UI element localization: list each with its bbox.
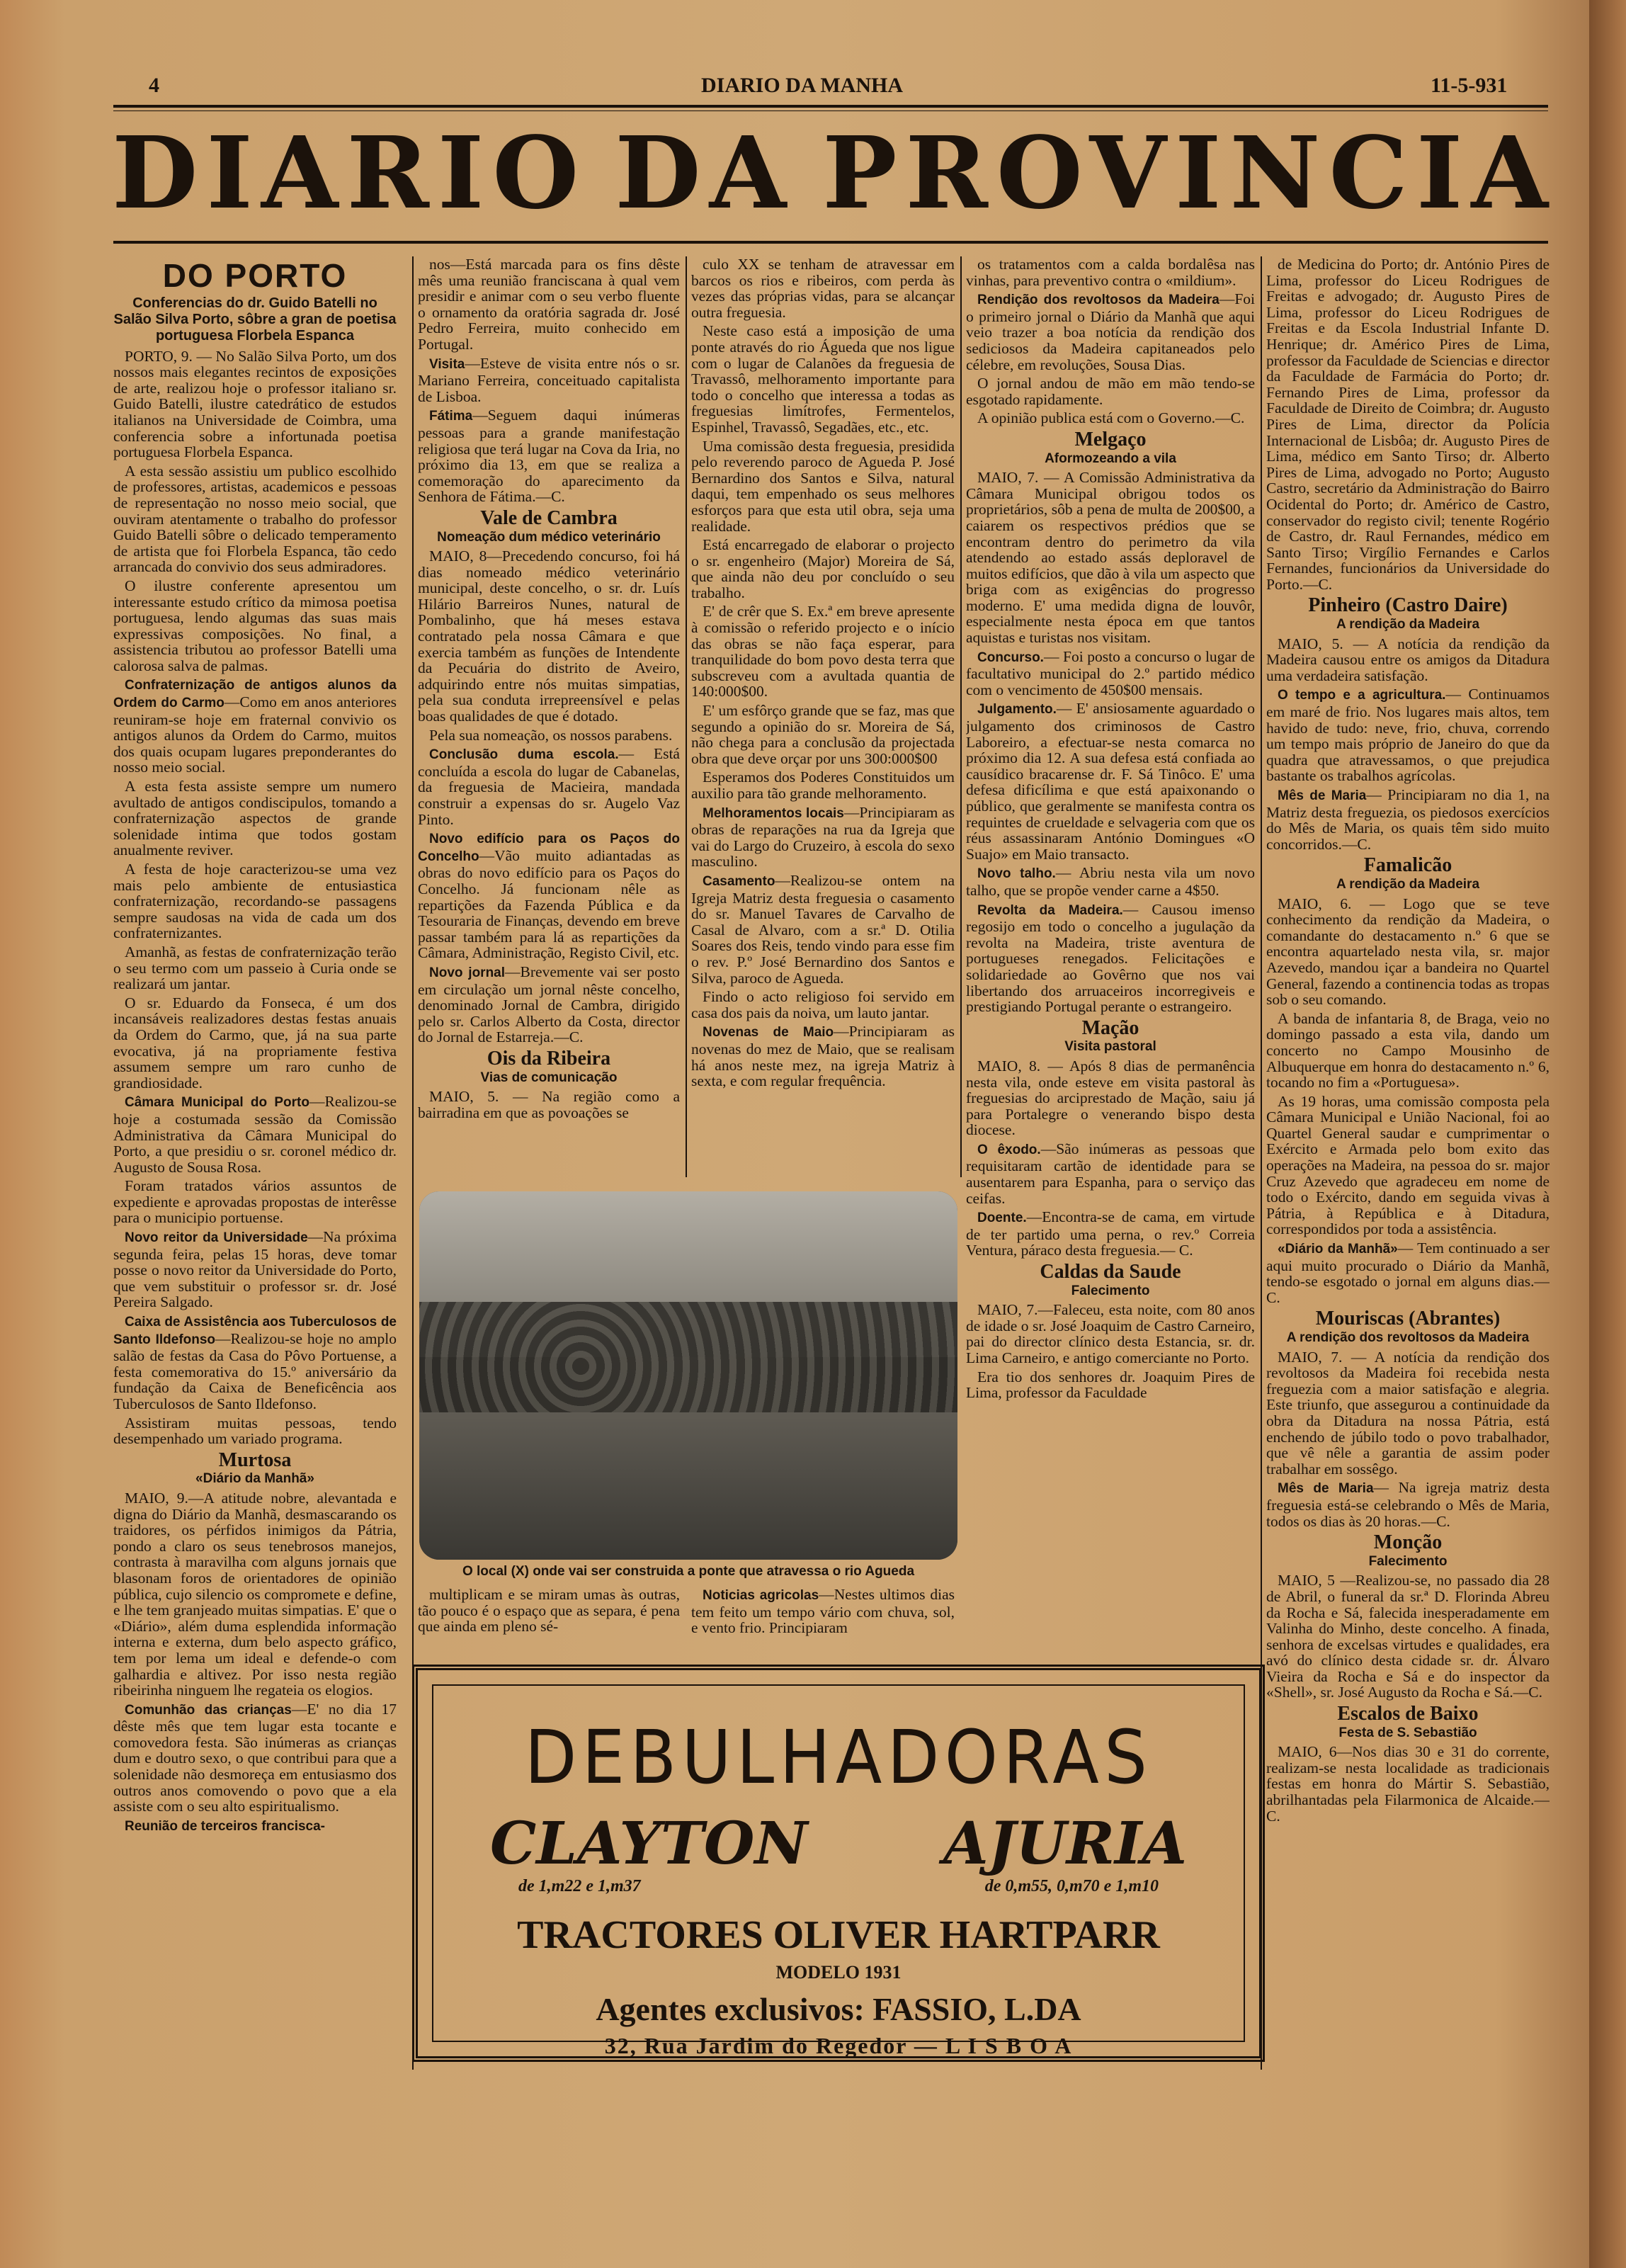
masthead-word-3: PROVINCIA <box>822 115 1557 232</box>
run-in-head: O êxodo. <box>977 1142 1041 1157</box>
masthead <box>112 115 1557 232</box>
section-subtitle: «Diário da Manhã» <box>195 1471 314 1487</box>
paragraph-text: —Na próxima segunda feira, pelas 15 horas, deve tomar posse o novo reitor da Universidade do Porto, que vem substituir o professor sr. dr. José Pereira Salgado. <box>113 1228 397 1311</box>
run-in-head: Novo jornal <box>429 965 506 980</box>
section-title: Monção <box>1373 1531 1443 1554</box>
ad-headline: DEBULHADORAS <box>524 1714 1153 1801</box>
paragraph: MAIO, 5. — Na região como a bairradina em que as povoações se <box>418 1088 680 1121</box>
masthead-word-1: DIARIO <box>112 115 588 232</box>
column-3 <box>691 256 955 1177</box>
paragraph: Neste caso está a imposição de uma ponte através do rio Águeda que nos ligue com o lugar de Calanões da freguesia de Travassô, melhoramento importante para todo o concelho que interessa a todas as freguesias limítrofes, Fermentelos, Espinhel, Travassô, Segadães, etc., etc. <box>691 322 955 436</box>
paragraph: A opinião publica está com o Governo.—C. <box>977 409 1245 427</box>
paragraph-text: — Principiaram no dia 1, na Matriz desta freguezia, os piedosos exercícios do Mês de Maria, os quais têm sido muito concorridos.—C. <box>1266 786 1550 853</box>
paragraph-text: —E' no dia 17 dêste mês que tem lugar esta tocante e comovedora festa. São inúmeras as crianças dum e doutro sexo, o que contribui para que a solenidade não desmoreça em entusiasmo dos outros anos comovendo o povo que a ela assiste com o seu alto espiritualismo. <box>113 1700 397 1815</box>
paragraph: MAIO, 7. — A notícia da rendição dos revoltosos da Madeira foi recebida nesta freguezia com a maior satisfação e alegria. Este triunfo, que assegurou a continuidade da obra da Ditadura na nossa Pátria, está enchendo de júbilo todo o povo trabalhador, que vê nêle a garantia de assim poder trabalhar em sossêgo. <box>1266 1348 1550 1478</box>
run-in-head: «Diário da Manhã» <box>1278 1242 1398 1257</box>
paragraph-text: —Principiaram as novenas do mez de Maio, que se realisam há anos neste mez, na igreja Matriz à sexta, e com regular frequência. <box>691 1023 955 1090</box>
paragraph <box>1266 1480 1550 1529</box>
run-in-head: Casamento <box>703 873 775 889</box>
ad-model: MODELO 1931 <box>775 1962 902 1983</box>
run-in-head: Novo edifício para os Paços do Concelho <box>418 832 680 864</box>
section-subtitle: Vias de comunicação <box>480 1070 618 1085</box>
paragraph <box>691 1024 955 1089</box>
article-headline: Conferencias do dr. Guido Batelli no Salão Silva Porto, sôbre a gran de poetisa portuguesa Florbela Espanca <box>113 295 397 344</box>
paragraph <box>418 407 680 505</box>
paragraph <box>113 1313 397 1412</box>
paragraph-text: —Encontra-se de cama, em virtude de ter partido uma perna, o rev.º Correia Ventura, páraco desta freguesia.— C. <box>966 1208 1255 1259</box>
run-in-head: Noticias agricolas <box>703 1588 819 1603</box>
ad-inner-frame <box>432 1684 1245 2058</box>
photo-ground <box>419 1412 957 1560</box>
paragraph: As 19 horas, uma comissão composta pela Câmara Municipal e União Nacional, foi ao Quartel General saudar e cumprimentar o Exército e Armada pelo bom exito das operações na Madeira, na pessoa do sr. major Cruz Azevedo que agradeceu em nome de todo o Exército, dando em seguida vivas à Pátria, à República e à Ditadura, correspondidos por toda a assistência. <box>1266 1092 1550 1238</box>
page-edge <box>1589 0 1626 2268</box>
paragraph: MAIO, 7. — A Comissão Administrativa da Câmara Municipal obrigou todos os proprietários, sôb a pena de multa de 200$00, a caiarem os respectivos prédios que se encontram dentro do perimetro da vila atendendo ao estado assás deploravel de muitos edifícios, que dão à vila um aspecto que briga com as exigências do progresso moderno. E' uma medida digna de louvôr, especialmente nesta época em que tantos aquistas e turistas nos visitam. <box>966 469 1255 647</box>
paragraph: Está encarregado de elaborar o projecto o sr. engenheiro (Major) Moreira de Sá, que ainda não deu por concluído o seu trabalho. <box>691 536 955 601</box>
paragraph-text: — Tem continuado a ser aqui muito procurado o Diário da Manhã, tendo-se esgotado o jornal em alguns dias.—C. <box>1266 1240 1550 1306</box>
paragraph <box>418 830 680 961</box>
run-in-head: Confraternização de antigos alunos da Ordem do Carmo <box>113 678 397 711</box>
section-title: Vale de Cambra <box>480 506 618 529</box>
paragraph <box>691 1587 955 1636</box>
run-in-head: Reunião de terceiros francisca- <box>125 1818 325 1834</box>
ad-address: 32, Rua Jardim do Regedor — L I S B O A <box>604 2033 1073 2058</box>
section-subtitle: Falecimento <box>1071 1283 1150 1298</box>
ad-sizes-right: de 0,m55, 0,m70 e 1,m10 <box>984 1877 1159 1895</box>
paragraph-text: —Vão muito adiantadas as obras do novo edifício para os Paços do Concelho. Já funcionam nêle as repartições da Fazenda Pública e da Tesouraria de Finanças, devendo em breve passar também para lá as repartições da Câmara, Administração, Registo Civil, etc. <box>418 846 680 962</box>
section-title: Caldas da Saude <box>1040 1261 1181 1283</box>
column-rule <box>960 256 962 1177</box>
paragraph: A esta sessão assistiu um publico escolhido de professores, artistas, academicos e pessoas de representação no nosso meio social, que ouviram atentamente o trabalho do professor Guido Batelli sôbre o delicado temperamento de artista que foi Florbela Espanca, tão cedo arrancada do convivio dos seus admiradores. <box>113 462 397 576</box>
river-photo <box>419 1191 957 1560</box>
section-subtitle: Falecimento <box>1368 1553 1448 1569</box>
paragraph-text: —Realizou-se ontem na Igreja Matriz desta freguesia o casamento do sr. Manuel Tavares de Carvalho de Casal de Alvaro, com a sr.ª D. Otilia Soares dos Reis, tendo vindo para esse fim o rev. P.º José Bernardino dos Santos e Silva, paroco de Agueda. <box>691 871 955 987</box>
section-subtitle: Visita pastoral <box>1064 1039 1156 1055</box>
paragraph: MAIO, 6—Nos dias 30 e 31 do corrente, realizam-se nesta localidade as tradicionais festas em honra do Mártir S. Sebastião, abrilhantadas pela Filarmonica de Alcaide.—C. <box>1266 1743 1550 1825</box>
paragraph-text: — Causou imenso regosijo em todo o concelho a jugulação da revolta na Madeira, triste aventura de portugueses renegados. Felicitações e solidariedade ao Govêrno que nos vai libertando dos arruaceiros incorregiveis e prestigiando Portugal perante o estrangeiro. <box>966 900 1255 1016</box>
page-number: 4 <box>149 74 159 97</box>
section-subtitle: A rendição da Madeira <box>1336 876 1480 892</box>
paragraph: A esta festa assiste sempre um numero avultado de antigos condiscipulos, tomando a confraternização aspectos de grande solenidade intima que todos gostam anualmente reviver. <box>113 778 397 859</box>
issue-date: 11-5-931 <box>1431 74 1508 97</box>
column-3-continuation <box>691 1587 955 1652</box>
paragraph: PORTO, 9. — No Salão Silva Porto, um dos nossos mais elegantes recintos de exposições de arte, realizou hoje o professor italiano sr. Guido Batelli, ilustre catedrático de estudos italianos na Universidade de Coimbra, uma conferencia sobre a infortunada poetisa portuguesa Florbela Espanca. <box>113 347 397 461</box>
paragraph <box>113 1701 397 1815</box>
paragraph: multiplicam e se miram umas às outras, tão pouco é o espaço que as separa, é pena que ainda em pleno sé- <box>418 1587 680 1635</box>
paragraph-text: —Realizou-se hoje a costumada sessão da Comissão Administrativa da Câmara Municipal do Porto, a que presidiu o sr. coronel médico dr. Augusto de Sousa Rosa. <box>113 1093 397 1176</box>
paragraph <box>418 964 680 1045</box>
paragraph-text: — Está concluída a escola do lugar de Cabanelas, da freguesia de Macieira, mandada construir a expensas do sr. Augelo Vaz Pinto. <box>418 745 680 828</box>
paragraph: E' de crêr que S. Ex.ª em breve apresente à comissão o referido projecto e o início das obras se não faça esperar, para tranquilidade do bom povo desta terra que subscreveu com a avultada quantia de 140:000$00. <box>691 603 955 701</box>
run-in-head: Mês de Maria <box>1278 1481 1374 1497</box>
advertisement-box <box>412 1665 1265 2062</box>
section-title: Melgaço <box>1074 428 1147 450</box>
paragraph <box>113 1094 397 1175</box>
paragraph: de Medicina do Porto; dr. António Pires de Lima, professor do Liceu Rodrigues de Freitas e advogado; dr. Augusto Pires de Lima, professor do Liceu Rodrigues de Freitas e da Escola Industrial Infante D. Henrique; dr. Américo Pires de Lima, professor da Faculdade de Sciencias e director da Faculdade de Farmácia do Porto; dr. Fernando Pires de Lima, professor da Faculdade de Direito de Coimbra; dr. Augusto Pires de Lima, director da Polícia Internacional de Lisbôa; dr. Augusto Pires de Lima, médico em Santo Tirso; dr. Alberto Pires de Lima, advogado no Porto; Augusto Castro, secretário da Administração do Bairro Ocidental do Porto; dr. Américo de Castro, conservador do registo civil; tenente Rogério de Castro, dr. Raul Fernandes, médico em Santo Tirso; Virgílio Fernandes e Carlos Fernandes, funcionários da Universidade do Porto.—C. <box>1266 256 1550 593</box>
paragraph-text: — Na igreja matriz desta freguesia está-se celebrando o Mês de Maria, todos os dias às 20 horas.—C. <box>1266 1479 1550 1530</box>
header-rule-thin <box>113 110 1548 111</box>
paragraph <box>113 676 397 776</box>
section-subtitle: Nomeação dum médico veterinário <box>437 529 661 545</box>
section-subtitle: Festa de S. Sebastião <box>1338 1725 1477 1740</box>
run-in-head: Doente. <box>977 1210 1027 1226</box>
section-subtitle: A rendição da Madeira <box>1336 617 1480 633</box>
paragraph <box>418 746 680 827</box>
run-in-head: Julgamento. <box>977 702 1057 718</box>
section-title: DO PORTO <box>162 257 348 294</box>
paragraph: O sr. Eduardo da Fonseca, é um dos incansáveis realizadores destas festas anuais da Ordem do Carmo, que, já na sua parte evocativa, já na propriamente festiva assumem sempre um raro cunho de grandiosidade. <box>113 994 397 1092</box>
paragraph-text: — Foi posto a concurso o lugar de facultativo municipal do 2.º partido médico com o vencimento de 450$00 mensais. <box>966 647 1255 698</box>
ad-agents: Agentes exclusivos: FASSIO, L.DA <box>596 1991 1081 2027</box>
paragraph-text: —Principiaram as obras de reparações na rua da Igreja que vai do Largo do Cruzeiro, à escola do sexo masculino. <box>691 803 955 871</box>
paper-name: DIARIO DA MANHA <box>701 74 903 97</box>
paragraph-text: —Foi o primeiro jornal o Diário da Manhã que aqui veio trazer a boa notícia da rendição dos sediciosos da Madeira capitaneados pelo célebre, em revoluções, Sousa Dias. <box>966 290 1255 373</box>
section-title: Murtosa <box>218 1448 292 1471</box>
paragraph <box>966 1141 1255 1206</box>
paragraph: nos—Está marcada para os fins dêste mês uma reunião franciscana à qual vem presidir e animar com o seu verbo fluente o ornamento da oratória sagrada dr. José Pedro Ferreira, muito conhecido em Portugal. <box>418 256 680 353</box>
run-in-head: Caixa de Assistência aos Tuberculosos de Santo Ildefonso <box>113 1315 397 1347</box>
run-in-head: Melhoramentos locais <box>703 805 844 821</box>
paragraph: Era tio dos senhores dr. Joaquim Pires de Lima, professor da Faculdade <box>966 1368 1255 1402</box>
paragraph: O jornal andou de mão em mão tendo-se esgotado rapidamente. <box>966 375 1255 408</box>
section-title: Mouriscas (Abrantes) <box>1315 1308 1501 1330</box>
run-in-head: Fátima <box>429 409 473 424</box>
run-in-head: Concurso. <box>977 650 1044 665</box>
run-in-head: Novo talho. <box>977 866 1056 882</box>
section-title: Escalos de Baixo <box>1337 1703 1479 1725</box>
paragraph <box>691 873 955 986</box>
paragraph: os tratamentos com a calda bordalêsa nas vinhas, para preventivo contra o «mildium». <box>966 256 1255 289</box>
paragraph: A festa de hoje caracterizou-se uma vez mais pelo ambiente de entusiastica confraternização, recordando-se passagens sempre saudosas na vida de cada um dos confraternizantes. <box>113 861 397 942</box>
photo-trees <box>419 1302 957 1431</box>
masthead-word-2: DA <box>615 115 795 232</box>
run-in-head: Câmara Municipal do Porto <box>125 1095 309 1111</box>
column-4 <box>966 256 1255 1645</box>
column-rule <box>686 256 687 1177</box>
paragraph: MAIO, 9.—A atitude nobre, alevantada e digna do Diário da Manhã, desmascarando os traidores, os pérfidos inimigos da Pátria, pondo a claro os seus tenebrosos manejos, contrasta à maravilha com alguns jornais que blasonam foros de orientadores de opinião pública, cujo silencio os compromete e define, e lhe tem granjeado muitas simpatias. E' que o «Diário», além duma esplendida informação interna e externa, dum belo aspecto gráfico, tem por lema um ideal e defende-o com galhardia e altivez. Por isso nesta região ribeirinha ninguem lhe regateia os elogios. <box>113 1489 397 1699</box>
column-2 <box>418 256 680 1177</box>
photo-caption: O local (X) onde vai ser construida a ponte que atravessa o rio Agueda <box>462 1564 915 1579</box>
paragraph <box>966 649 1255 698</box>
paragraph <box>418 356 680 405</box>
column-2-continuation <box>418 1587 680 1652</box>
header-rule <box>113 105 1548 108</box>
paragraph-text: —Realizou-se hoje no amplo salão de festas da Casa do Pôvo Portuense, a festa comemorativa do 15.º aniversário da fundação da Caixa de Beneficência aos Tuberculosos de Santo Ildefonso. <box>113 1329 397 1412</box>
section-title: Mação <box>1081 1016 1139 1039</box>
paragraph: Pela sua nomeação, os nossos parabens. <box>429 726 673 744</box>
paragraph <box>966 291 1255 373</box>
paragraph-text: —São inúmeras as pessoas que requisitaram cartão de identidade para se ausentarem para Espanha, para o serviço das ceifas. <box>966 1140 1255 1207</box>
paragraph-text: —Brevemente vai ser posto em circulação um jornal nêste concelho, denominado Jornal de Cambra, dirigido pelo sr. Carlos Alberto da Costa, director do Jornal de Estarreja.—C. <box>418 963 680 1046</box>
paragraph: MAIO, 6. — Logo que se teve conhecimento da rendição da Madeira, o comandante do destacamento n.º 6 que se encontra aquartelado nesta vila, sr. major Azevedo, mandou içar a bandeira no Quartel General, fazendo a continencia todas as tropas sob o seu comando. <box>1266 895 1550 1009</box>
column-1 <box>113 256 397 2070</box>
masthead-rule <box>113 241 1548 244</box>
paragraph-text: — Abriu nesta vila um novo talho, que se propõe vender carne a 4$50. <box>966 864 1255 899</box>
run-in-head: Comunhão das crianças <box>125 1702 292 1718</box>
paragraph <box>966 1209 1255 1259</box>
ad-sizes-left: de 1,m22 e 1,m37 <box>518 1877 641 1895</box>
paragraph <box>966 865 1255 898</box>
paragraph: MAIO, 5 —Realizou-se, no passado dia 28 de Abril, o funeral da sr.ª D. Florinda Abreu da Rocha e Sá, falecida inesperadamente em Valinha do Minho, deste concelho. A finada, senhora de excelsas virtudes e qualidades, era avó do clínico desta cidade sr. dr. Álvaro Vieira da Rocha e Sá e do inspector da «Shell», sr. José Augusto da Rocha e Sá.—C. <box>1266 1572 1550 1701</box>
paragraph <box>1266 787 1550 852</box>
ad-tractors: TRACTORES OLIVER HARTPARR <box>517 1913 1160 1957</box>
section-title: Pinheiro (Castro Daire) <box>1308 594 1508 617</box>
run-in-head: Conclusão duma escola. <box>429 747 619 763</box>
column-5 <box>1266 256 1550 2070</box>
paragraph: Amanhã, as festas de confraternização terão o seu termo com um passeio à Curia onde se realizará um jantar. <box>113 943 397 993</box>
paragraph-text: —Nestes ultimos dias tem feito um tempo vário com chuva, sol, e vento frio. Principiaram <box>691 1587 955 1637</box>
paragraph <box>966 701 1255 862</box>
run-in-head: Visita <box>429 356 465 372</box>
ad-brand-right: AJURIA <box>943 1810 1187 1878</box>
run-in-head: O tempo e a agricultura. <box>1278 688 1446 703</box>
paragraph: A banda de infantaria 8, de Braga, veio no domingo passado a esta vila, dando um concerto no Campo Mousinho de Albuquerque em honra do destacamento n.º 6, tocando no fim a «Portuguesa». <box>1266 1009 1550 1092</box>
paragraph: culo XX se tenham de atravessar em barcos os rios e ribeiros, com perda às vezes das próprias vidas, para se alcançar outra freguesia. <box>691 256 955 321</box>
paragraph-text: —Seguem daqui inúmeras pessoas para a grande manifestação religiosa que terá lugar na Cova da Iria, no próximo dia 13, em que se realiza a comemoração do aparecimento da Senhora de Fátima.—C. <box>418 407 680 506</box>
section-title: Famalicão <box>1363 854 1452 877</box>
paragraph: Foram tratados vários assuntos de expediente e aprovadas propostas de interêsse para o municipio portuense. <box>113 1177 397 1227</box>
run-in-head: Rendição dos revoltosos da Madeira <box>977 293 1220 308</box>
section-subtitle: Aformozeando a vila <box>1045 450 1176 466</box>
paragraph <box>691 805 955 870</box>
section-title: Ois da Ribeira <box>487 1047 611 1070</box>
paragraph-text: —Como em anos anteriores reuniram-se hoje em fraternal convivio os antigos alunos da Ordem do Carmo, muitos dos quais ocupam lugares preponderantes do nosso meio social. <box>113 693 397 776</box>
paragraph <box>1266 686 1550 784</box>
paragraph: MAIO, 8—Precedendo concurso, foi há dias nomeado médico veterinário municipal, deste concelho, o sr. dr. Luís Hilário Barreiros Nunes, natural de Pombalinho, que há meses estava contratado pela nossa Câmara e que exercia também as funções de Intendente da Pecuária do distrito de Aveiro, adquirindo entre nós muitas simpatias, pela sua conduta irrepreensível e pelas boas qualidades de que é dotado. <box>418 548 680 725</box>
paragraph-text: — E' ansiosamente aguardado o julgamento dos criminosos de Castro Laboreiro, a efectuar-se nesta comarca no próximo dia 12. A sua defesa está confiada ao causídico bracarense dr. F. Sá Tinôco. E' uma defesa dificílima e que está apaixonando o público, que geralmente se manifesta contra os requintes de crueldade e selvageria com que os réus assassinaram António Domingues «O Suajo» em Maio transacto. <box>966 700 1255 863</box>
paragraph: Esperamos dos Poderes Constituidos um auxilio para tão grande melhoramento. <box>691 769 955 802</box>
run-in-head: Novenas de Maio <box>703 1025 834 1041</box>
paragraph: Assistiram muitas pessoas, tendo desempenhado um variado programa. <box>113 1414 397 1448</box>
paragraph-text: — Continuamos em maré de frio. Nos lugares mais altos, tem havido de tudo: neve, frio, chuva, correndo um tempo mais próprio de Janeiro do que da quadra que atravessamos, o que prejudica bastante os trabalhos agrícolas. <box>1266 686 1550 785</box>
paragraph <box>113 1229 397 1310</box>
ad-brand-left: CLAYTON <box>490 1810 808 1878</box>
paragraph: MAIO, 7.—Faleceu, esta noite, com 80 anos de idade o sr. José Joaquim de Castro Carneiro, pai do director clínico desta Estancia, sr. dr. Lima Carneiro, e antigo comerciante no Porto. <box>966 1301 1255 1366</box>
paragraph <box>113 1818 397 1835</box>
section-subtitle: A rendição dos revoltosos da Madeira <box>1286 1330 1530 1345</box>
paragraph: MAIO, 5. — A notícia da rendição da Madeira causou entre os amigos da Ditadura uma verdadeira satisfação. <box>1266 635 1550 684</box>
paragraph: Findo o acto religioso foi servido em casa dos pais da noiva, um lauto jantar. <box>691 988 955 1021</box>
paragraph: MAIO, 8. — Após 8 dias de permanência nesta vila, onde esteve em visita pastoral às freguesias do arciprestado de Mação, saiu já para Portalegre o venerando bispo desta diocese. <box>966 1057 1255 1139</box>
paragraph: Uma comissão desta freguesia, presidida pelo reverendo paroco de Agueda P. José Bernardino dos Santos e Silva, natural daqui, tem empenhado os seus melhores esforços para que esta util obra, seja uma realidade. <box>691 437 955 535</box>
run-in-head: Revolta da Madeira. <box>977 902 1123 918</box>
run-in-head: Novo reitor da Universidade <box>125 1230 308 1246</box>
run-in-head: Mês de Maria <box>1278 788 1367 803</box>
paragraph <box>966 902 1255 1015</box>
paragraph <box>1266 1240 1550 1305</box>
paragraph-text: —Esteve de visita entre nós o sr. Mariano Ferreira, conceituado capitalista de Lisboa. <box>418 354 680 405</box>
paragraph: E' um esfôrço grande que se faz, mas que segundo a opinião do sr. Moreira de Sá, não chega para a conclusão da projectada obra que deve orçar por uns 300:000$00 <box>691 702 955 767</box>
paragraph: O ilustre conferente apresentou um interessante estudo crítico da mimosa poetisa portuguesa, lendo algumas das suas mais expressivas composições. No final, a assistencia tributou ao professor Batelli uma calorosa salva de palmas. <box>113 577 397 674</box>
